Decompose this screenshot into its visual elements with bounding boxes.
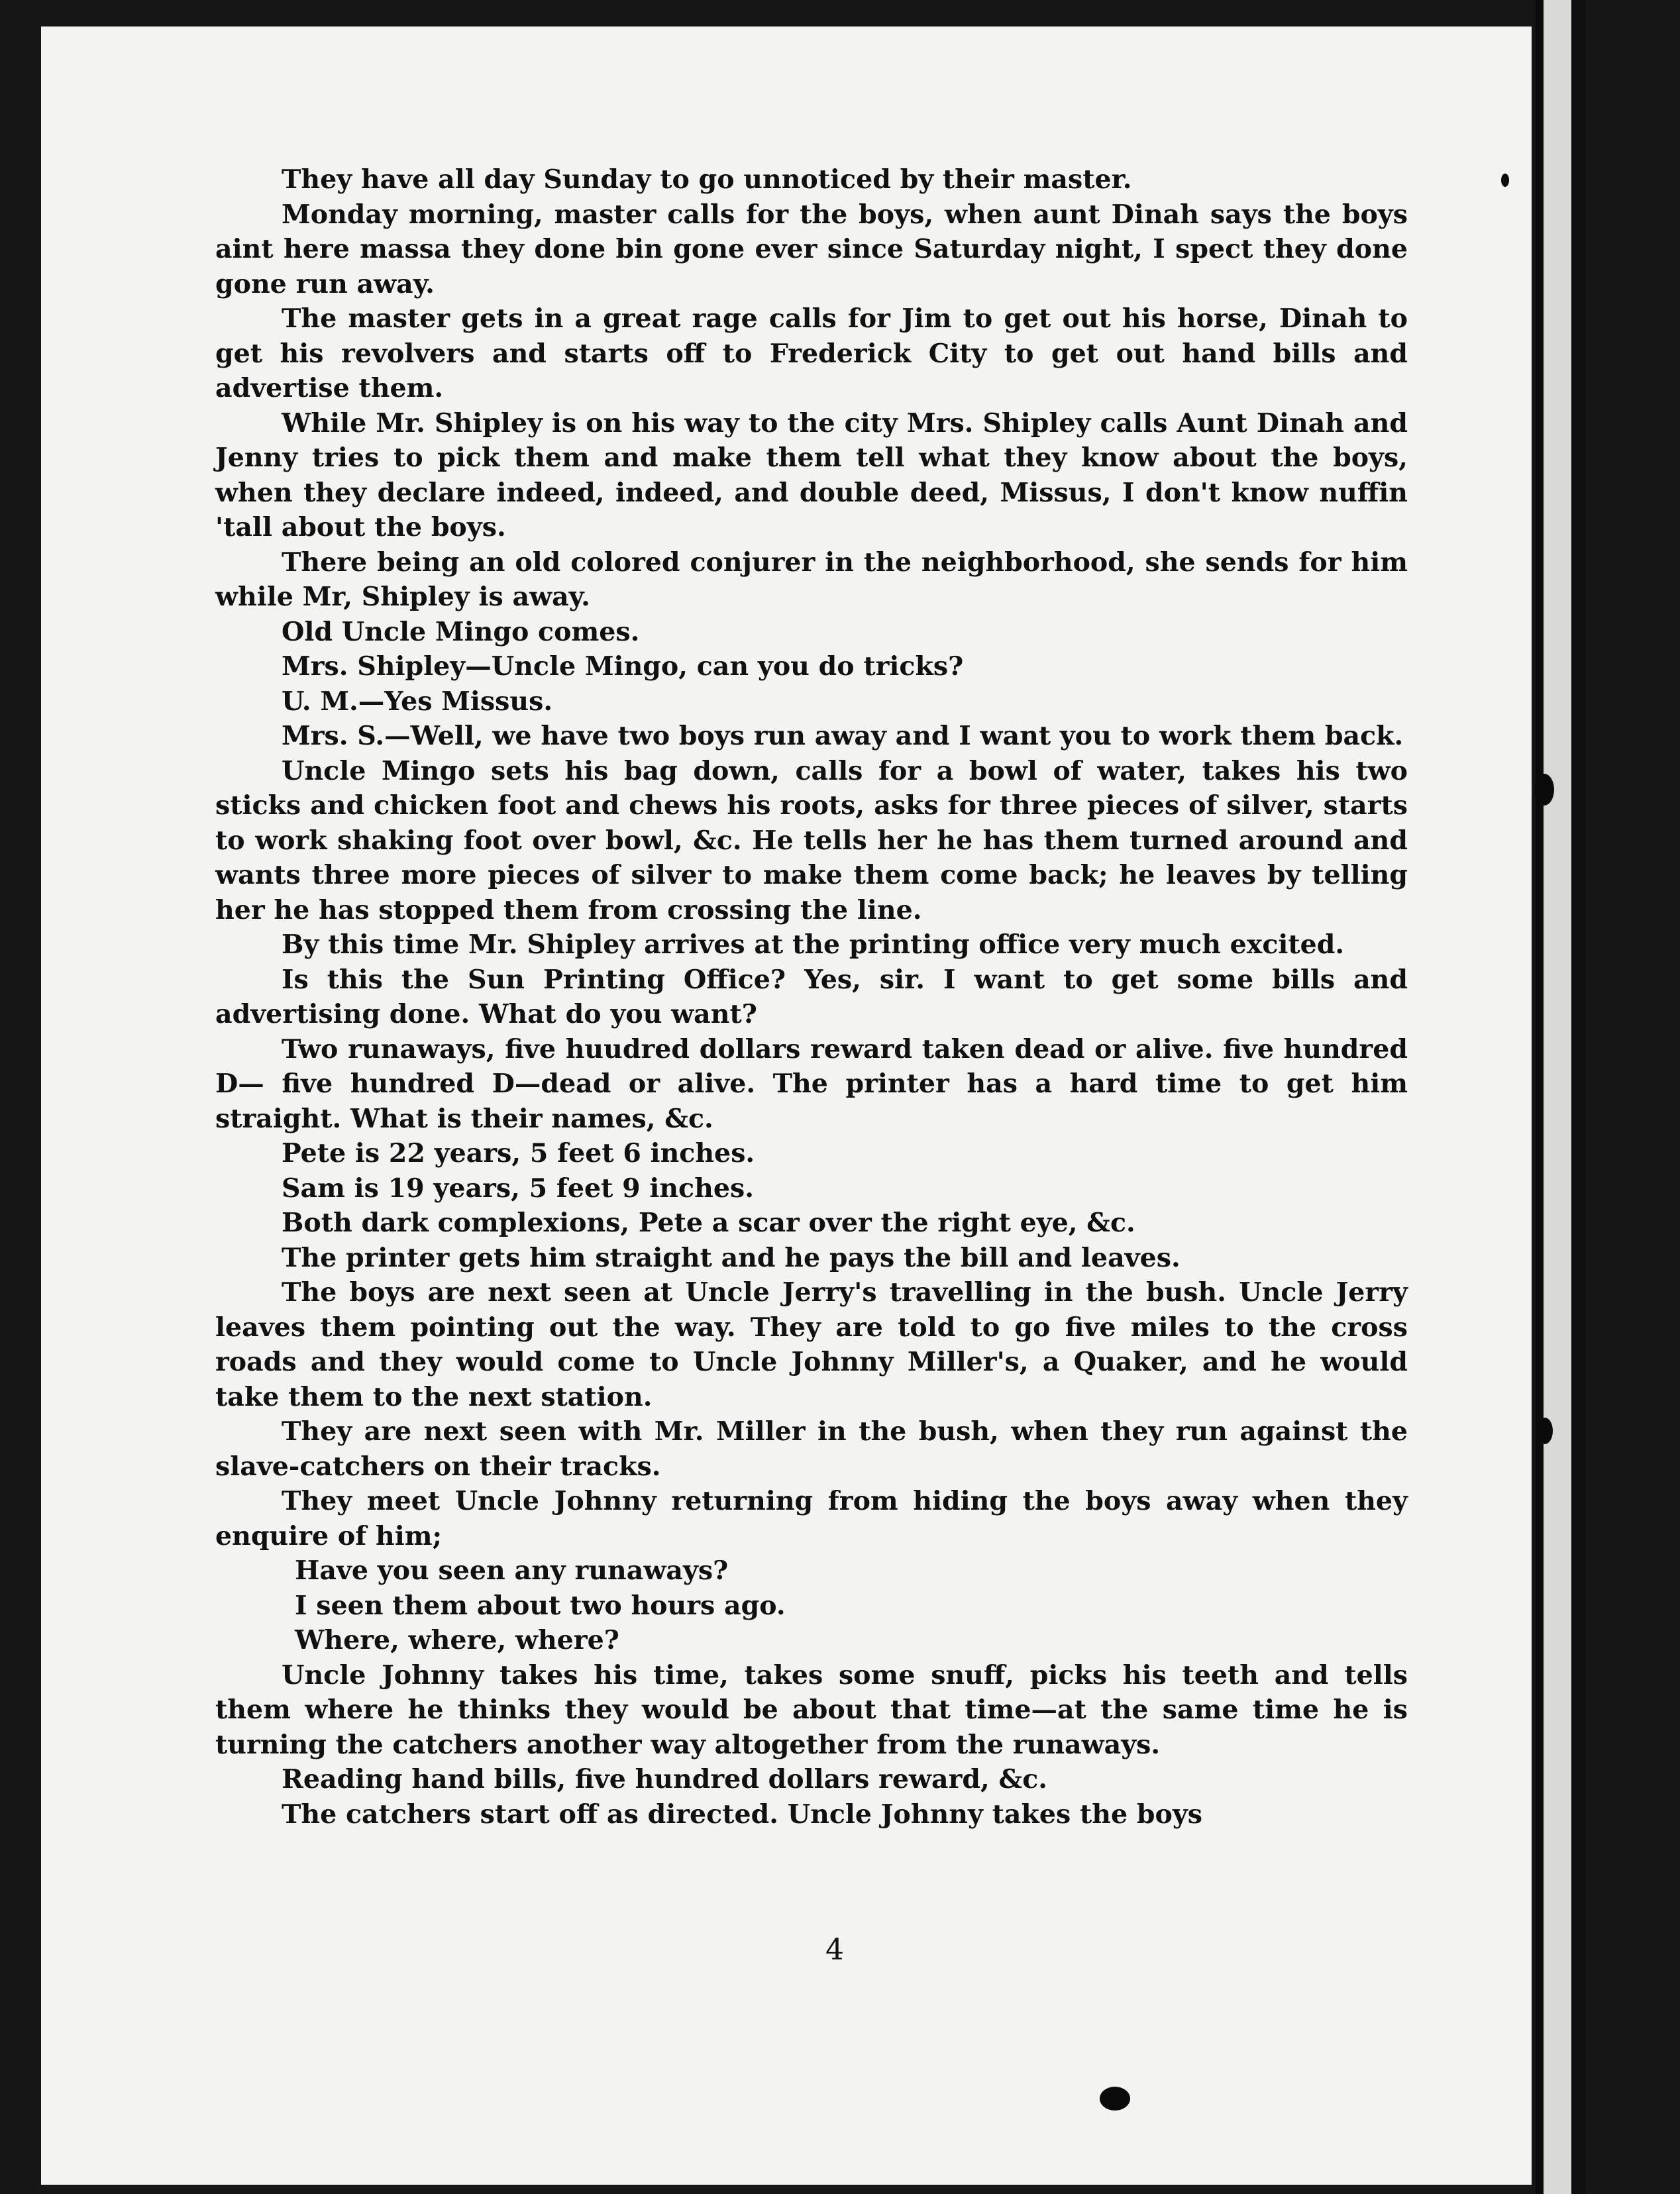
ink-blot <box>1537 1418 1553 1444</box>
dialogue-line: I seen them about two hours ago. <box>295 1590 786 1621</box>
page-body-text <box>215 162 1408 1832</box>
paragraph: They meet Uncle Johnny returning from hiding the boys away when they enquire of him; <box>215 1486 1408 1551</box>
paragraph: Both dark complexions, Pete a scar over the right eye, &c. <box>282 1208 1135 1238</box>
paragraph: They are next seen with Mr. Miller in the bush, when they run against the slave-catchers on their tracks. <box>215 1416 1408 1482</box>
paragraph: There being an old colored conjurer in the neighborhood, she sends for him while Mr, Shipley is away. <box>215 547 1408 612</box>
paragraph: They have all day Sunday to go unnoticed by their master. <box>282 164 1132 195</box>
paragraph: While Mr. Shipley is on his way to the city Mrs. Shipley calls Aunt Dinah and Jenny tries to pick them and make them tell what they know about the boys, when they declare indeed, indeed, and double deed, Missus, I don't know nuffin 'tall about the boys. <box>215 407 1408 543</box>
ink-blot <box>1100 2087 1130 2111</box>
adjacent-page-edge <box>1544 0 1571 2194</box>
paragraph: U. M.—Yes Missus. <box>282 686 553 717</box>
paragraph: Reading hand bills, five hundred dollars reward, &c. <box>282 1764 1047 1795</box>
paragraph: Old Uncle Mingo comes. <box>282 616 640 647</box>
paragraph: The master gets in a great rage calls for Jim to get out his horse, Dinah to get his revolvers and starts off to Frederick City to get out hand bills and advertise them. <box>215 303 1408 403</box>
paragraph: Is this the Sun Printing Office? Yes, sir. I want to get some bills and advertising done. What do you want? <box>215 964 1408 1029</box>
paragraph: Two runaways, five huudred dollars reward taken dead or alive. five hundred D— five hundred D—dead or alive. The printer has a hard time to get him straight. What is their names, &c. <box>215 1033 1408 1134</box>
paragraph: Sam is 19 years, 5 feet 9 inches. <box>282 1173 754 1204</box>
paragraph: The boys are next seen at Uncle Jerry's travelling in the bush. Uncle Jerry leaves them pointing out the way. They are told to go five miles to the cross roads and they would come to Uncle Johnny Miller's, a Quaker, and he would take them to the next station. <box>215 1277 1408 1412</box>
paragraph: Pete is 22 years, 5 feet 6 inches. <box>282 1138 755 1169</box>
paragraph: Mrs. S.—Well, we have two boys run away and I want you to work them back. <box>282 721 1404 751</box>
paragraph: Uncle Mingo sets his bag down, calls for a bowl of water, takes his two sticks and chicken foot and chews his roots, asks for three pieces of silver, starts to work shaking foot over bowl, &c. He tells her he has them turned around and wants three more pieces of silver to make them come back; he leaves by telling her he has stopped them from crossing the line. <box>215 755 1408 925</box>
paragraph: Mrs. Shipley—Uncle Mingo, can you do tricks? <box>282 651 964 682</box>
dialogue-line: Have you seen any runaways? <box>295 1555 729 1586</box>
paragraph: The catchers start off as directed. Uncle Johnny takes the boys <box>282 1799 1203 1830</box>
ink-blot <box>1534 774 1554 806</box>
binding-shadow-outer <box>1571 0 1586 2194</box>
paragraph: Uncle Johnny takes his time, takes some snuff, picks his teeth and tells them where he thinks they would be about that time—at the same time he is turning the catchers another way altogether from the runaways. <box>215 1659 1408 1760</box>
dialogue-line: Where, where, where? <box>295 1625 619 1655</box>
paragraph: The printer gets him straight and he pays the bill and leaves. <box>282 1242 1181 1273</box>
ink-blot <box>1501 174 1509 187</box>
page-number: 4 <box>825 1933 844 1967</box>
paragraph: By this time Mr. Shipley arrives at the printing office very much excited. <box>282 929 1345 960</box>
paragraph: Monday morning, master calls for the boys, when aunt Dinah says the boys aint here massa they done bin gone ever since Saturday night, I spect they done gone run away. <box>215 199 1408 299</box>
